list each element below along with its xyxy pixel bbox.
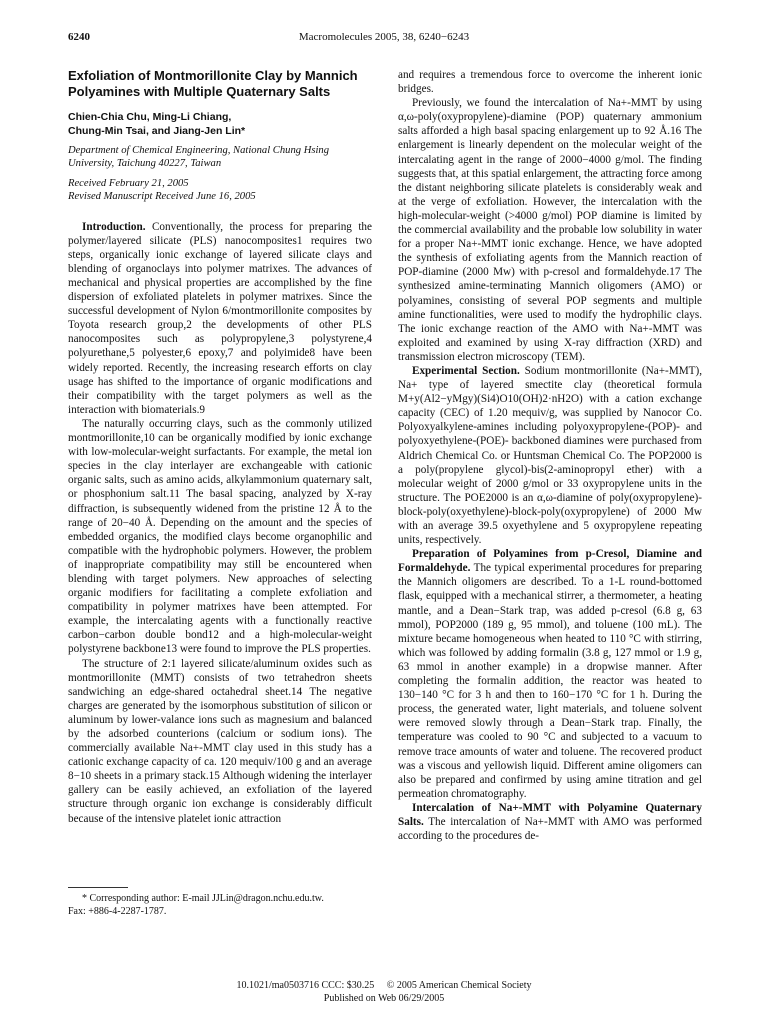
intercalation-heading: Intercalation of Na+-MMT with Polyamine Quaternary Salts. xyxy=(398,801,702,828)
received-dates xyxy=(68,177,372,204)
experimental-paragraph xyxy=(398,364,702,547)
left-column xyxy=(68,68,372,826)
continued-paragraph: and requires a tremendous force to overcome the inherent ionic bridges. xyxy=(398,69,702,96)
page-footer xyxy=(68,980,700,1006)
intercalation-paragraph xyxy=(398,801,702,843)
intercalation-text: The intercalation of Na+-MMT with AMO was performed according to the procedures de- xyxy=(398,815,702,843)
page-number: 6240 xyxy=(68,31,90,43)
affiliation: Department of Chemical Engineering, National Chung Hsing University, Taichung 40227, Taiwan xyxy=(68,145,330,170)
running-header-journal: Macromolecules 2005, 38, 6240−6243 xyxy=(298,31,470,43)
preparation-text: The typical experimental procedures for preparing the Mannich oligomers are described. To a 1-L round-bottomed flask, equipped with a mechanical stirrer, a thermometer, a heating mantle, and a Dean−Stark trap, was added p-cresol (6.8 g, 63 mmol), POP2000 (189 g, 95 mmol), and toluene (100 mL). The mixture became homogeneous when heated to 110 °C with stirring, which was followed by adding formalin (3.8 g, 127 mmol or 1.9 g, 63 mmol in another example) in a dropwise manner. After completing the formalin addition, the reactor was heated to 130−140 °C for 3 h and then to 160−170 °C for 1 h. During the process, the generated water, light materials, and toluene solvent were removed slowly through a Dean−Stark trap. Finally, the temperature was cooled to 90 °C and subjected to a vacuum to remove trace amounts of water and toluene. The recovered product was a viscous and yellowish liquid. Different amine oligomers can also be prepared and confirmed by using amine titration and gel permeation chromatography. xyxy=(398,562,702,800)
preparation-paragraph xyxy=(398,547,702,801)
authors-line-2: Chung-Min Tsai, and Jiang-Jen Lin* xyxy=(68,125,246,137)
intro-paragraph-1 xyxy=(68,220,372,417)
intro-paragraph-3: The structure of 2:1 layered silicate/aluminum oxides such as montmorillonite (MMT) consists of two tetrahedron sheets sandwiching an edge-shared octahedral sheet.14 The negative charges are generated by the isomorphous substitution of silicon or aluminum by lower-valance ions such as magnesium and balanced by the adsorbed counterions (calcium or sodium ions). The commercially available Na+-MMT clay used in this study has a cationic exchange capacity of ca. 120 mequiv/100 g and an average 8−10 sheets in a primary stack.15 Although widening the interlayer gallery can be easily achieved, an exfoliation of the layered structure through organic ion exchange is considerably difficult because of the intensive platelet ionic attraction xyxy=(68,657,372,825)
intro-heading: Introduction. xyxy=(82,220,146,233)
revised-date: Revised Manuscript Received June 16, 2005 xyxy=(68,191,256,203)
previous-work-paragraph: Previously, we found the intercalation of Na+-MMT by using α,ω-poly(oxypropylene)-diamine (POP) quaternary ammonium salts afforded a high basal spacing enlargement up to 92 Å.16 The enlargement is linearly dependent on the molecular weight of the intercalating agent in the range of 2000−4000 g/mol. The finding suggests that, at this spatial enlargement, the attracting force among the distant neighboring silicate platelets is considerably weak and at the verge of exfoliation. However, the intercalation with the high-molecular-weight (>4000 g/mol) POP diamine is limited by the commercial availability and the probable low solubility in water for a proper Na+-MMT ionic exchange. Hence, we have adopted the synthesis of exfoliating agents from the Mannich reaction of POP-diamine (2000 Mw) with p-cresol and formaldehyde.17 The synthesized amine-terminating Mannich oligomers (AMO) or polyamines, consisting of several POP segments and multiple amine functionalities, were used to modify the hydrophilic clays. The ionic exchange reaction of the AMO with Na+-MMT was exploited and examined by using X-ray diffraction (XRD) and transmission electron microscopy (TEM). xyxy=(398,97,702,363)
footnote-fax: Fax: +886-4-2287-1787. xyxy=(68,905,167,917)
preparation-heading: Preparation of Polyamines from p-Cresol, Diamine and Formaldehyde. xyxy=(398,548,702,575)
experimental-text: Sodium montmorillonite (Na+-MMT), Na+ type of layered smectite clay (theoretical formula M+y(Al2−yMgy)(Si4)O10(OH)2·nH2O) with a cation exchange capacity (CEC) of 1.20 mequiv/g, was supplied by Nanocor Co. Polyoxyalkylene-amines including polyoxypropylene-(POP)- and polyoxyethylene-(POE)- backboned diamines were purchased from Aldrich Chemical Co. or Huntsman Chemical Co. The POP2000 is a poly(propylene glycol)-bis(2-aminopropyl ether) with a molecular weight of 2000 g/mol or 33 oxypropylene units in the structure. The POE2000 is an α,ω-diamine of poly(oxypropylene)-block-poly(oxyethylene)-block-poly(oxypropylene) of 2000 Mw with an average 39.5 oxyethylene and 5 oxypropylene repeating units, respectively. xyxy=(398,364,702,547)
author-list xyxy=(68,110,372,138)
publication-date: Published on Web 06/29/2005 xyxy=(323,992,445,1004)
article-title: Exfoliation of Montmorillonite Clay by Mannich Polyamines with Multiple Quaternary Salts xyxy=(68,68,358,99)
authors-line-1: Chien-Chia Chu, Ming-Li Chiang, xyxy=(68,111,232,123)
footnote-rule xyxy=(68,887,128,888)
received-date: Received February 21, 2005 xyxy=(68,177,189,189)
corresponding-author-footnote xyxy=(68,893,372,918)
doi-copyright: 10.1021/ma0503716 CCC: $30.25 © 2005 American Chemical Society xyxy=(236,980,532,991)
right-column xyxy=(398,68,702,843)
footnote-email: * Corresponding author: E-mail JJLin@dragon.nchu.edu.tw. xyxy=(82,893,324,904)
intro-paragraph-2: The naturally occurring clays, such as the commonly utilized montmorillonite,10 can be organically modified by ionic exchange with low-molecular-weight surfactants. For example, the metal ion species in the clay interlayer are exchangeable with cationic organic salts, such as amino acids, alkylammonium quaternary salt, or phosphonium salt.11 The basal spacing, analyzed by X-ray diffraction, is subsequently widened from the pristine 12 Å to the range of 20−40 Å. Depending on the amount and the species of embedded organics, the modified clays become organophilic and compatible with the hydrophobic polymers. However, the problem of inappropriate compatibility may still be encountered when blending with target polymers. New approaches of selecting organic modifiers for facilitating a complete exfoliation and compatibility in polymer matrixes have been attempted. For example, the intercalating agents with a functionally reactive carbon−carbon double bond12 and a high-molecular-weight polystyrene backbone13 were found to improve the PLS properties. xyxy=(68,417,372,656)
experimental-heading: Experimental Section. xyxy=(412,364,520,377)
intro-text-1: Conventionally, the process for preparing the polymer/layered silicate (PLS) nanocomposites1 requires two steps, organically ionic exchange of layered silicate clays and blending of organoclays into polymer matrixes. The advances of mechanical and physical properties are accomplished by the fine dispersion of exfoliated platelets in polymer matrixes. Since the successful development of Nylon 6/montmorillonite composites by Toyota research group,2 the developments of other PLS nanocomposites such as polypropylene,3 polystyrene,4 polyurethane,5 polyester,6 epoxy,7 and polyimide8 have been widely reported. Recently, the increasing research efforts on clay usage has shifted to the importance of organic modifications and their compatibility with the target polymers as well as the interaction with biomaterials.9 xyxy=(68,220,372,416)
